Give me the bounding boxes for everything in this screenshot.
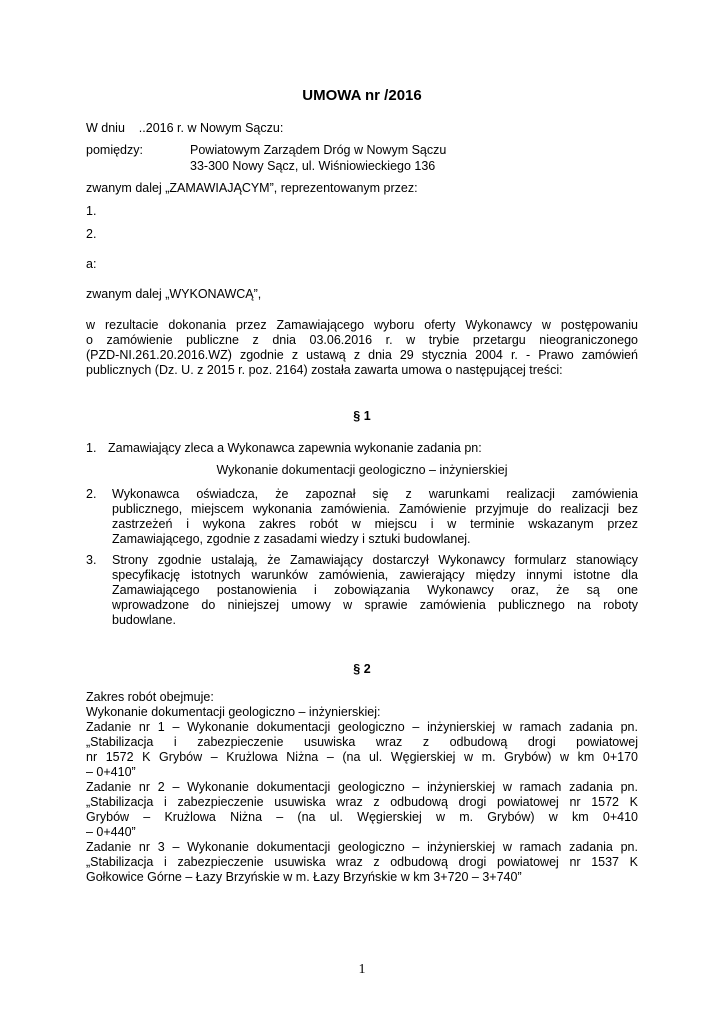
section-2-body (86, 690, 638, 885)
section-1-item-1-number: 1. (86, 441, 97, 455)
section-1-item-1-text: Zamawiający zleca a Wykonawca zapewnia wykonanie zadania pn: (108, 441, 482, 455)
section-1-item-2 (112, 487, 638, 547)
section-2-line: „Stabilizacja i zabezpieczenie usuwiska wraz z odbudową drogi powiatowej nr 1537 K (86, 855, 638, 869)
section-1-item-3 (112, 553, 638, 628)
employer-address: 33-300 Nowy Sącz, ul. Wiśniowieckiego 136 (190, 159, 436, 173)
and-label: a: (86, 257, 97, 271)
section-2-line: „Stabilizacja i zabezpieczenie usuwiska wraz z odbudową drogi powiatowej nr 1572 K (86, 795, 638, 809)
paragraph-line: Wykonawca oświadcza, że zapoznał się z warunkami realizacji zamówienia (112, 487, 638, 501)
preamble-line: (PZD-NI.261.20.2016.WZ) zgodnie z ustawą z dnia 29 stycznia 2004 r. - Prawo zamówień (86, 348, 638, 362)
section-1-heading: § 1 (353, 409, 371, 423)
between-label: pomiędzy: (86, 143, 143, 157)
preamble (86, 318, 638, 378)
section-1-item-3-number: 3. (86, 553, 97, 567)
document-title: UMOWA nr /2016 (302, 87, 422, 104)
paragraph-line: Zamawiającego postanowienia i zobowiązania Wykonawcy oraz, że są one (112, 583, 638, 597)
page-number: 1 (358, 962, 366, 977)
section-2-line: Zadanie nr 2 – Wykonanie dokumentacji geologiczno – inżynierskiej w ramach zadania pn. (86, 780, 638, 794)
section-2-line: Zadanie nr 3 – Wykonanie dokumentacji geologiczno – inżynierskiej w ramach zadania pn. (86, 840, 638, 854)
section-2-line: – 0+440” (86, 825, 136, 839)
section-2-line: nr 1572 K Grybów – Krużlowa Niżna – (na ul. Węgierskiej w m. Grybów) w km 0+170 (86, 750, 638, 764)
section-2-line: Zadanie nr 1 – Wykonanie dokumentacji geologiczno – inżynierskiej w ramach zadania pn. (86, 720, 638, 734)
preamble-line: o zamówienie publiczne z dnia 03.06.2016 r. w trybie przetargu nieograniczonego (86, 333, 638, 347)
section-2-heading: § 2 (353, 662, 371, 676)
section-2-line: – 0+410” (86, 765, 136, 779)
employer-intro: zwanym dalej „ZAMAWIAJĄCYM”, reprezentowanym przez: (86, 181, 418, 195)
paragraph-line: zastrzeżeń i wykona zakres robót w miejscu i w terminie wskazanym przez (112, 517, 638, 531)
section-2-line: Gołkowice Górne – Łazy Brzyńskie w m. Łazy Brzyńskie w km 3+720 – 3+740” (86, 870, 522, 884)
section-2-line: Wykonanie dokumentacji geologiczno – inżynierskiej: (86, 705, 381, 719)
paragraph-line: budowlane. (112, 613, 176, 627)
section-2-line: Zakres robót obejmuje: (86, 690, 214, 704)
paragraph-line: publicznego, miejscem wykonania zamówienia. Zamówienie przyjmuje do realizacji bez (112, 502, 638, 516)
paragraph-line: specyfikację istotnych warunków zamówienia, zawierający między innymi istotne dla (112, 568, 638, 582)
task-name: Wykonanie dokumentacji geologiczno – inżynierskiej (216, 463, 508, 477)
preamble-line: publicznych (Dz. U. z 2015 r. poz. 2164) została zawarta umowa o następującej treści: (86, 363, 563, 377)
paragraph-line: Zamawiającego, zgodnie z zasadami wiedzy i sztuki budowlanej. (112, 532, 471, 546)
paragraph-line: wprowadzone do niniejszej umowy w sprawie zamówienia publicznego na roboty (112, 598, 638, 612)
section-2-line: Grybów – Krużlowa Niżna – (na ul. Węgierskiej w m. Grybów) w km 0+410 (86, 810, 638, 824)
section-2-line: „Stabilizacja i zabezpieczenie usuwiska wraz z odbudową drogi powiatowej (86, 735, 638, 749)
contractor-intro: zwanym dalej „WYKONAWCĄ”, (86, 287, 262, 301)
preamble-line: w rezultacie dokonania przez Zamawiającego wyboru oferty Wykonawcy w postępowaniu (86, 318, 638, 332)
paragraph-line: Strony zgodnie ustalają, że Zamawiający dostarczył Wykonawcy formularz stanowiący (112, 553, 638, 567)
employer-name: Powiatowym Zarządem Dróg w Nowym Sączu (190, 143, 447, 157)
section-1-item-2-number: 2. (86, 487, 97, 501)
representative-2: 2. (86, 227, 97, 241)
representative-1: 1. (86, 204, 97, 218)
date-line: W dniu ..2016 r. w Nowym Sączu: (86, 121, 284, 135)
